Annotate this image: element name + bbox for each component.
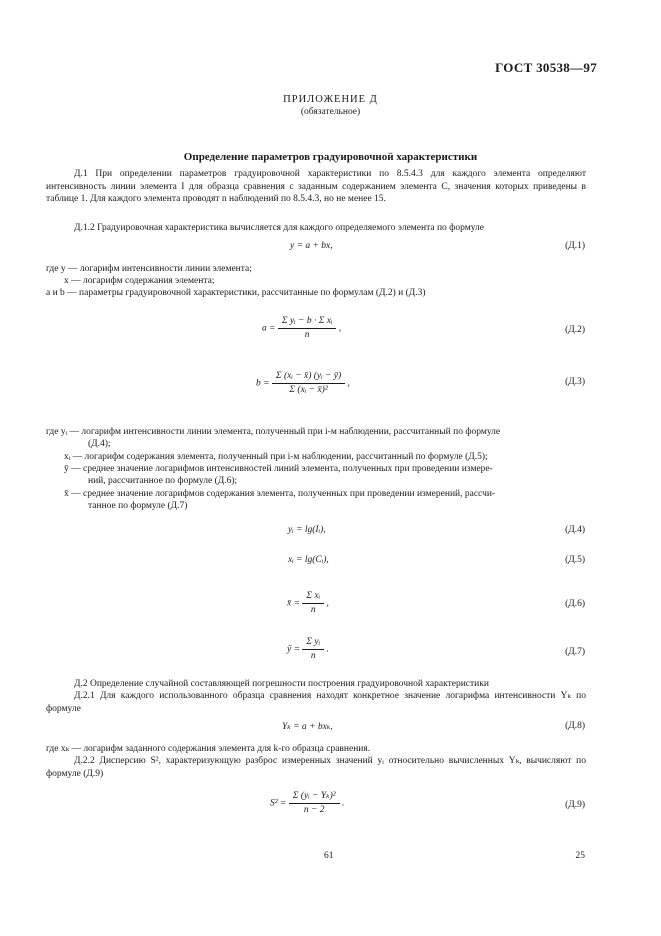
where-ab: a и b — параметры градуировочной характеристики, рассчитанные по формулам (Д.2) и (Д.3) (46, 288, 426, 298)
equation-d9-tail: . (341, 798, 345, 809)
equation-d2 (262, 315, 341, 342)
equation-d7-denominator: n (310, 651, 316, 661)
equation-d6-denominator: n (310, 605, 316, 615)
equation-d9 (270, 790, 344, 817)
equation-number-d8: (Д.8) (565, 721, 585, 731)
equation-d2-denominator: n (304, 330, 310, 340)
standard-number: ГОСТ 30538—97 (495, 60, 597, 75)
where-yi: где yᵢ — логарифм интенсивности линии элемента, полученный при i-м наблюдении, рассчитанный по формуле (46, 427, 501, 437)
equation-d8: Yₖ = a + bxₖ, (282, 722, 333, 732)
page-number-right: 25 (575, 851, 585, 861)
paragraph-d22: Д.2.2 Дисперсию S², характеризующую разброс измеренных значений yᵢ относительно вычисленных Yₖ, вычисляют по формуле (Д.9) (46, 756, 586, 779)
equation-number-d7: (Д.7) (565, 647, 585, 657)
where-ybar: ȳ — среднее значение логарифмов интенсивностей линий элемента, полученных при проведении измере- (64, 464, 493, 474)
equation-d3-lhs: b = (256, 378, 270, 389)
equation-number-d2: (Д.2) (565, 325, 585, 335)
where-xk: где xₖ — логарифм заданного содержания элемента для k-го образца сравнения. (46, 744, 371, 754)
where-xbar-cont: танное по формуле (Д.7) (88, 501, 188, 511)
equation-d9-fraction (289, 790, 340, 817)
equation-d6-lhs: x̄ = (287, 598, 301, 609)
equation-d6 (287, 590, 329, 617)
where-y: где y — логарифм интенсивности линии элемента; (46, 264, 252, 274)
paragraph-d12: Д.1.2 Градуировочная характеристика вычисляется для каждого определяемого элемента по формуле (74, 223, 484, 233)
equation-d3-denominator: Σ (xᵢ − x̄)² (289, 385, 328, 395)
equation-d6-fraction (302, 590, 324, 617)
equation-number-d1: (Д.1) (565, 241, 585, 251)
page-number-center: 61 (324, 851, 334, 861)
paragraph-d21: Д.2.1 Для каждого использованного образца сравнения находят конкретное значение логарифма интенсивности Yₖ по формуле (46, 691, 586, 714)
where-ybar-cont: ний, рассчитанное по формуле (Д.6); (88, 476, 238, 486)
paragraph-d1: Д.1 При определении параметров градуировочной характеристики по 8.5.4.3 для каждого элемента определяют интенсивность линии элемента I для образца сравнения с заданным содержанием элемента C, значения которых приведены в таблице 1. Для каждого элемента проводят n наблюдений по 8.5.4.3, но не менее 15. (46, 169, 586, 204)
equation-d5: xᵢ = lg(Cᵢ), (288, 555, 329, 565)
equation-d2-numerator: Σ yᵢ − b · Σ xᵢ (278, 315, 337, 329)
equation-d3-fraction (272, 370, 345, 397)
where-xi: xᵢ — логарифм содержания элемента, полученный при i-м наблюдении, рассчитанный по формуле (Д.5); (64, 452, 488, 462)
equation-d1: y = a + bx, (290, 241, 333, 251)
equation-d6-tail: , (326, 598, 329, 609)
equation-number-d9: (Д.9) (565, 800, 585, 810)
section-title: Определение параметров градуировочной характеристики (183, 151, 478, 163)
equation-number-d6: (Д.6) (565, 599, 585, 609)
equation-d7-lhs: ȳ = (287, 644, 301, 655)
equation-number-d5: (Д.5) (565, 555, 585, 565)
equation-d9-denominator: n − 2 (303, 805, 325, 815)
equation-d3-numerator: Σ (xᵢ − x̄) (yᵢ − ȳ) (272, 370, 345, 384)
equation-d3-tail: , (347, 378, 350, 389)
equation-d7-tail: . (326, 644, 329, 655)
equation-d9-lhs: S² = (270, 798, 287, 809)
equation-number-d4: (Д.4) (565, 525, 585, 535)
where-xbar: x̄ — среднее значение логарифмов содержания элемента, полученных при проведении измерений, рассчи- (64, 489, 496, 499)
equation-d2-lhs: a = (262, 323, 276, 334)
equation-d9-numerator: Σ (yᵢ − Yₖ)² (289, 790, 340, 804)
where-yi-cont: (Д.4); (88, 439, 111, 449)
equation-d7 (287, 636, 329, 663)
equation-d6-numerator: Σ xᵢ (302, 590, 324, 604)
equation-d2-fraction (278, 315, 337, 342)
appendix-title: ПРИЛОЖЕНИЕ Д (283, 94, 378, 105)
paragraph-d2: Д.2 Определение случайной составляющей погрешности построения градуировочной характеристики (74, 679, 489, 689)
appendix-subtitle: (обязательное) (300, 107, 361, 117)
equation-d7-fraction (302, 636, 324, 663)
equation-d2-tail: , (338, 323, 342, 334)
equation-d3 (256, 370, 350, 397)
equation-d4: yᵢ = lg(Iᵢ), (288, 525, 326, 535)
equation-number-d3: (Д.3) (565, 377, 585, 387)
where-x: x — логарифм содержания элемента; (64, 276, 215, 286)
equation-d7-numerator: Σ yᵢ (302, 636, 324, 650)
